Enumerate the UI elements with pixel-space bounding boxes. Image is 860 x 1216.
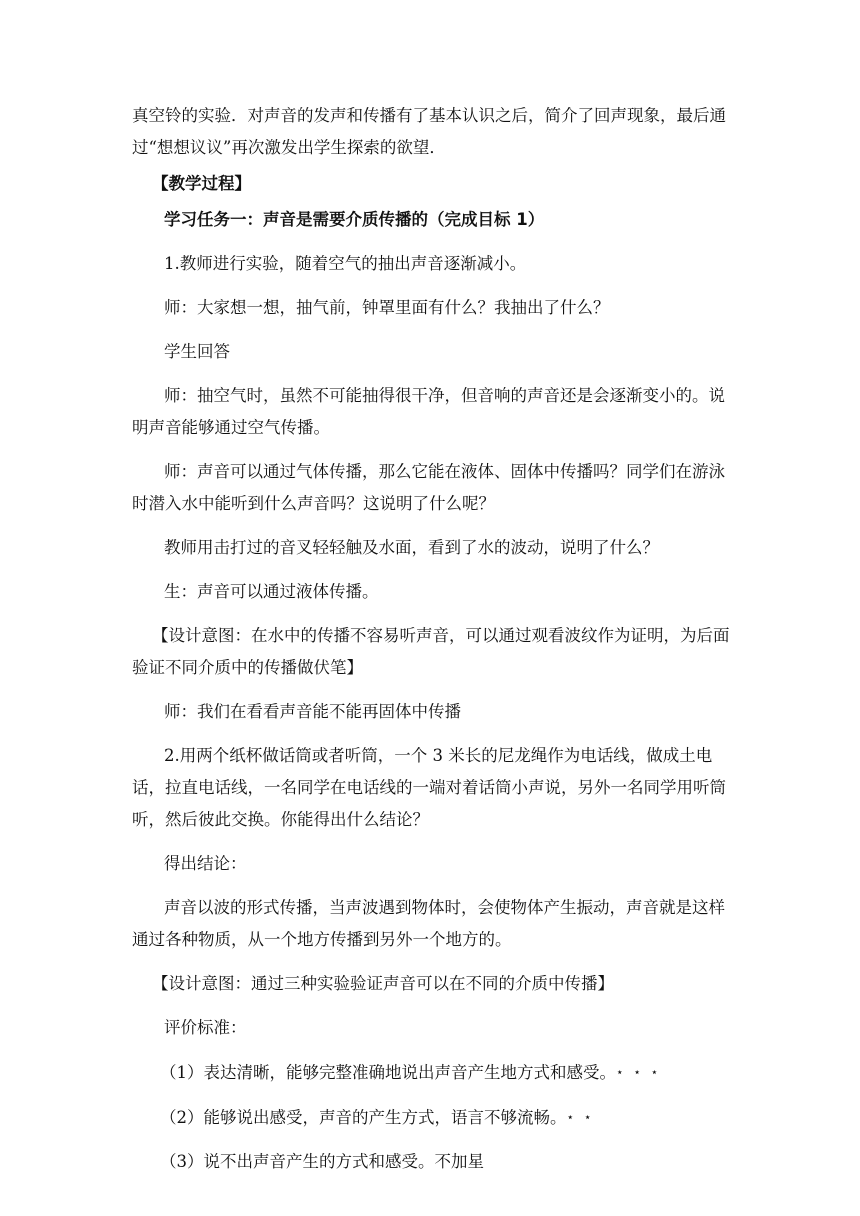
- heading-paragraph: [132, 204, 732, 236]
- text-paragraph: [132, 380, 732, 444]
- document-body: [132, 100, 732, 1178]
- text-paragraph: [132, 292, 732, 324]
- paragraph-text: 师：声音可以通过气体传播，那么它能在液体、固体中传播吗？同学们在游泳时潜入水中能听到什么声音吗？这说明了什么呢？: [132, 462, 725, 513]
- paragraph-text: 【设计意图：在水中的传播不容易听声音，可以通过观看波纹作为证明，为后面验证不同介质中的传播做伏笔】: [132, 626, 730, 677]
- rating-stars: ⋆ ⋆ ⋆: [616, 1065, 662, 1079]
- text-paragraph: [132, 1101, 732, 1134]
- text-paragraph: [132, 100, 732, 164]
- text-paragraph: [132, 1146, 732, 1178]
- text-paragraph: [132, 696, 732, 728]
- paragraph-text: 师：抽空气时，虽然不可能抽得很干净，但音响的声音还是会逐渐变小的。说明声音能够通过空气传播。: [132, 386, 725, 437]
- paragraph-text: 师：我们在看看声音能不能再固体中传播: [164, 702, 461, 721]
- text-paragraph: [132, 968, 732, 1000]
- text-paragraph: [132, 532, 732, 564]
- text-paragraph: [132, 576, 732, 608]
- text-paragraph: [132, 1012, 732, 1044]
- text-paragraph: [132, 848, 732, 880]
- paragraph-text: 教师用击打过的音叉轻轻触及水面，看到了水的波动，说明了什么？: [164, 538, 659, 557]
- heading-paragraph: [132, 168, 732, 200]
- paragraph-text: 2.用两个纸杯做话筒或者听筒，一个 3 米长的尼龙绳作为电话线，做成土电话，拉直电话线，一名同学在电话线的一端对着话筒小声说，另外一名同学用听筒听，然后彼此交换。你能得出什么结论？: [132, 746, 726, 829]
- text-paragraph: [132, 1056, 732, 1089]
- text-paragraph: [132, 248, 732, 280]
- paragraph-text: （2）能够说出感受，声音的产生方式，语言不够流畅。: [160, 1108, 567, 1127]
- paragraph-text: 1.教师进行实验，随着空气的抽出声音逐渐减小。: [164, 254, 527, 273]
- paragraph-text: （3）说不出声音产生的方式和感受。不加星: [160, 1152, 484, 1171]
- paragraph-text: （1）表达清晰，能够完整准确地说出声音产生地方式和感受。: [160, 1063, 616, 1082]
- paragraph-text: 【教学过程】: [152, 174, 251, 193]
- text-paragraph: [132, 740, 732, 836]
- rating-stars: ⋆ ⋆: [566, 1110, 595, 1124]
- paragraph-text: 学生回答: [164, 342, 230, 361]
- text-paragraph: [132, 336, 732, 368]
- paragraph-text: 声音以波的形式传播，当声波遇到物体时，会使物体产生振动，声音就是这样通过各种物质，从一个地方传播到另外一个地方的。: [132, 898, 725, 949]
- paragraph-text: 学习任务一：声音是需要介质传播的（完成目标 1）: [164, 210, 545, 229]
- paragraph-text: 得出结论：: [164, 854, 247, 873]
- text-paragraph: [132, 620, 732, 684]
- paragraph-text: 真空铃的实验．对声音的发声和传播有了基本认识之后，简介了回声现象，最后通过“想想议议”再次激发出学生探索的欲望．: [132, 106, 726, 157]
- text-paragraph: [132, 456, 732, 520]
- text-paragraph: [132, 892, 732, 956]
- paragraph-text: 【设计意图：通过三种实验验证声音可以在不同的介质中传播】: [152, 974, 614, 993]
- paragraph-text: 师：大家想一想，抽气前，钟罩里面有什么？我抽出了什么？: [164, 298, 610, 317]
- paragraph-text: 生：声音可以通过液体传播。: [164, 582, 379, 601]
- paragraph-text: 评价标准：: [164, 1018, 247, 1037]
